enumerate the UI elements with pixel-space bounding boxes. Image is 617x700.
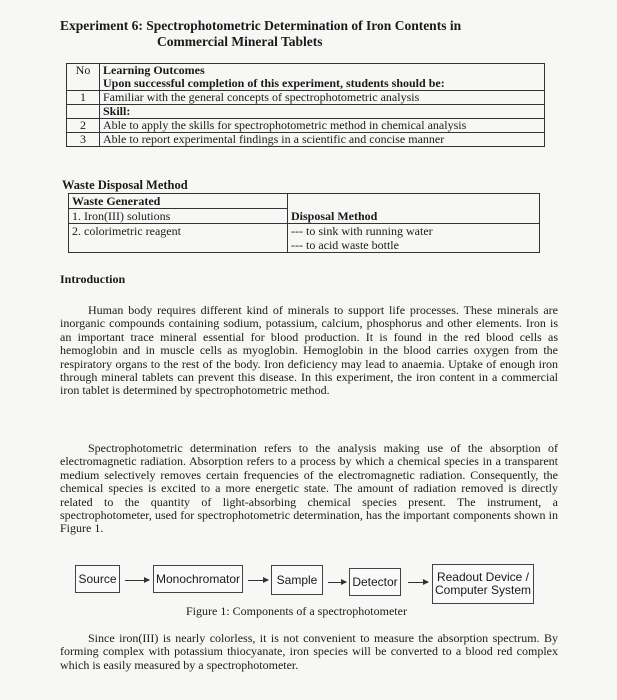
- waste-disposal-heading: Waste Disposal Method: [62, 178, 188, 192]
- monochromator-box: Monochromator: [153, 565, 243, 593]
- introduction-heading: Introduction: [60, 272, 126, 286]
- title-line-1: Experiment 6: Spectrophotometric Determination of Iron Contents in: [60, 18, 462, 33]
- table-row: [69, 194, 540, 209]
- waste-disposal-table: [68, 193, 540, 253]
- readout-label-2: Computer System: [434, 583, 532, 597]
- table-cell: [288, 224, 540, 253]
- disposal-method-2: --- to acid waste bottle: [291, 238, 399, 252]
- table-cell: 2: [67, 119, 100, 133]
- readout-label-1: Readout Device /: [436, 570, 530, 584]
- table-row: [67, 64, 545, 78]
- table-cell: Able to apply the skills for spectrophotometric method in chemical analysis: [100, 119, 545, 133]
- table-row: [67, 133, 545, 147]
- table-header-cell: Disposal Method: [288, 194, 540, 224]
- arrow-icon: [125, 580, 149, 581]
- arrow-icon: [248, 580, 268, 581]
- detector-box: Detector: [349, 568, 401, 596]
- table-cell: [67, 105, 100, 119]
- table-cell: Able to report experimental findings in a scientific and concise manner: [100, 133, 545, 147]
- table-row: [67, 119, 545, 133]
- disposal-method-1: --- to sink with running water: [291, 224, 433, 238]
- table-row: [67, 91, 545, 105]
- table-cell: Skill:: [100, 105, 545, 119]
- table-row: [69, 224, 540, 253]
- table-cell: Upon successful completion of this experiment, students should be:: [100, 77, 545, 91]
- table-cell: No: [67, 64, 100, 91]
- table-cell: 2. colorimetric reagent: [69, 224, 288, 253]
- figure-caption: Figure 1: Components of a spectrophotometer: [186, 604, 407, 618]
- experiment-title: [60, 18, 540, 50]
- intro-paragraph-1: Human body requires different kind of minerals to support life processes. These minerals are inorganic compounds containing sodium, potassium, calcium, phosphorus and other elements. Iron is an important trace mineral essential for blood production. It is found in the red blood cells as hemoglobin and in muscle cells as myoglobin. Hemoglobin in the blood carries oxygen from the respiratory organs to the rest of the body. Iron deficiency may lead to anaemia. Uptake of enough iron through mineral tablets can prevent this disease. In this experiment, the iron content in a commercial iron tablet is determined by spectrophotometric method.: [60, 303, 558, 398]
- table-cell: 1: [67, 91, 100, 105]
- arrow-icon: [408, 582, 428, 583]
- table-row: [67, 77, 545, 91]
- arrow-icon: [328, 582, 346, 583]
- title-line-2: Commercial Mineral Tablets: [157, 34, 323, 49]
- table-cell: 1. Iron(III) solutions: [69, 209, 288, 224]
- learning-outcomes-table: [66, 63, 545, 147]
- table-cell: 3: [67, 133, 100, 147]
- table-header-cell: Learning Outcomes: [100, 64, 545, 78]
- intro-paragraph-3: Since iron(III) is nearly colorless, it is not convenient to measure the absorption spectrum. By forming complex with potassium thiocyanate, iron species will be converted to a blood red complex which is easily measured by a spectrophotometer.: [60, 631, 558, 672]
- table-row: [67, 105, 545, 119]
- source-box: Source: [75, 565, 120, 593]
- table-header-cell: Waste Generated: [69, 194, 288, 209]
- sample-box: Sample: [271, 565, 323, 595]
- spectrophotometer-diagram: [70, 560, 570, 608]
- readout-box: [432, 564, 534, 604]
- intro-paragraph-2: Spectrophotometric determination refers to the analysis making use of the absorption of electromagnetic radiation. Absorption refers to a process by which a chemical species in a transparent medium selectively removes certain frequencies of the electromagnetic radiation. Consequently, the chemical species is excited to a more energetic state. The amount of radiation removed is directly related to the quantity of light-absorbing chemical species present. The instrument, a spectrophotometer, used for spectrophotometric determination, has the important components shown in Figure 1.: [60, 441, 558, 536]
- table-cell: Familiar with the general concepts of spectrophotometric analysis: [100, 91, 545, 105]
